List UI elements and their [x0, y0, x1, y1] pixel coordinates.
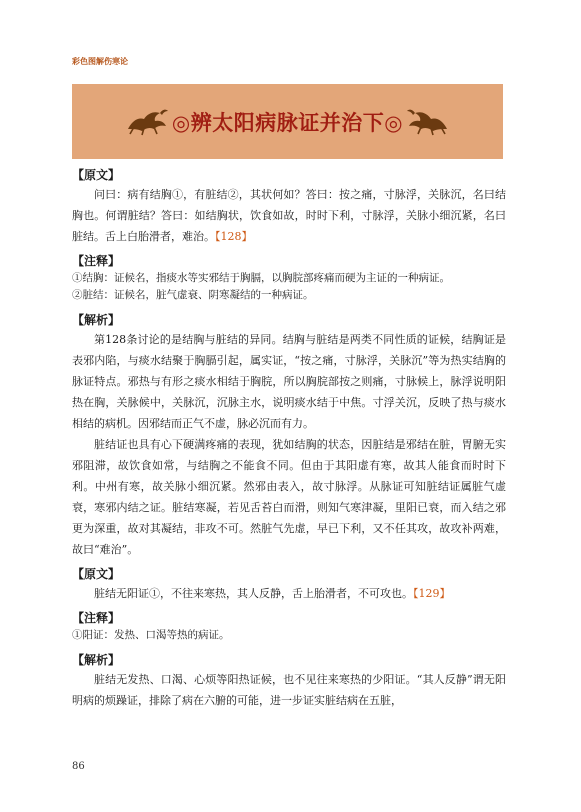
chapter-banner — [72, 84, 503, 159]
clause-ref: 【128】 — [215, 230, 253, 243]
section-head-analysis: 【解析】 — [72, 653, 121, 667]
dragon-ornament-right-icon — [405, 103, 451, 141]
clause-ref: 【129】 — [413, 587, 451, 600]
page-number: 86 — [72, 761, 85, 772]
running-head: 彩色图解伤寒论 — [72, 57, 128, 66]
note-item: ②脏结：证候名，脏气虚衰、阴寒凝结的一种病证。 — [72, 289, 314, 301]
analysis-paragraph: 脏结证也具有心下硬满疼痛的表现，犹如结胸的状态，因脏结是邪结在脏，胃腑无实邪阻滞，故饮食如常，与结胸之不能食不同。但由于其阳虚有寒，故其人能食而时时下利。中州有寒，故关脉小细沉紧。然邪由表入，故寸脉浮。从脉证可知脏结证属脏气虚衰，寒邪内结之证。脏结寒凝，若见舌苔白而滑，则知气寒津凝，里阳已衰，而入结之邪更为深重，故对其凝结，非攻不可。然脏气先虚，早已下利，又不任其攻，故攻补两难，故曰“难治”。 — [72, 438, 506, 556]
section-head-original: 【原文】 — [72, 567, 121, 581]
original-text — [72, 184, 506, 247]
section-head-analysis: 【解析】 — [72, 313, 121, 327]
section-head-original: 【原文】 — [72, 168, 121, 182]
dragon-ornament-left-icon — [124, 103, 170, 141]
analysis-paragraph: 脏结无发热、口渴、心烦等阳热证候，也不见往来寒热的少阳证。“其人反静”谓无阳明病的烦躁证，排除了病在六腑的可能，进一步证实脏结病在五脏， — [72, 673, 506, 707]
note-item: ①阳证：发热、口渴等热的病证。 — [72, 629, 230, 641]
main-content — [72, 166, 506, 711]
analysis-paragraph: 第128条讨论的是结胸与脏结的异同。结胸与脏结是两类不同性质的证候，结胸证是表邪内陷，与痰水结聚于胸膈引起，属实证，“按之痛，寸脉浮，关脉沉”等为热实结胸的脉证特点。邪热与有形之痰水相结于胸脘，所以胸脘部按之则痛，寸脉候上，脉浮说明阳热在胸，关脉候中，关脉沉，沉脉主水，说明痰水结于中焦。寸浮关沉，反映了热与痰水相结的病机。因邪结而正气不虚，脉必沉而有力。 — [72, 333, 506, 430]
note-item: ①结胸：证候名，指痰水等实邪结于胸膈，以胸脘部疼痛而硬为主证的一种病证。 — [72, 272, 450, 284]
original-text-body: 脏结无阳证①，不往来寒热，其人反静，舌上胎滑者，不可攻也。 — [94, 587, 413, 600]
original-text — [72, 583, 506, 604]
original-text-body: 问曰：病有结胸①，有脏结②，其状何如？答曰：按之痛，寸脉浮，关脉沉，名曰结胸也。何谓脏结？答曰：如结胸状，饮食如故，时时下利，寸脉浮，关脉小细沉紧，名曰脏结。舌上白胎滑者，难治。 — [72, 188, 506, 243]
section-head-notes: 【注释】 — [72, 254, 121, 268]
chapter-title: ◎辨太阳病脉证并治下◎ — [171, 110, 404, 135]
section-head-notes: 【注释】 — [72, 611, 121, 625]
